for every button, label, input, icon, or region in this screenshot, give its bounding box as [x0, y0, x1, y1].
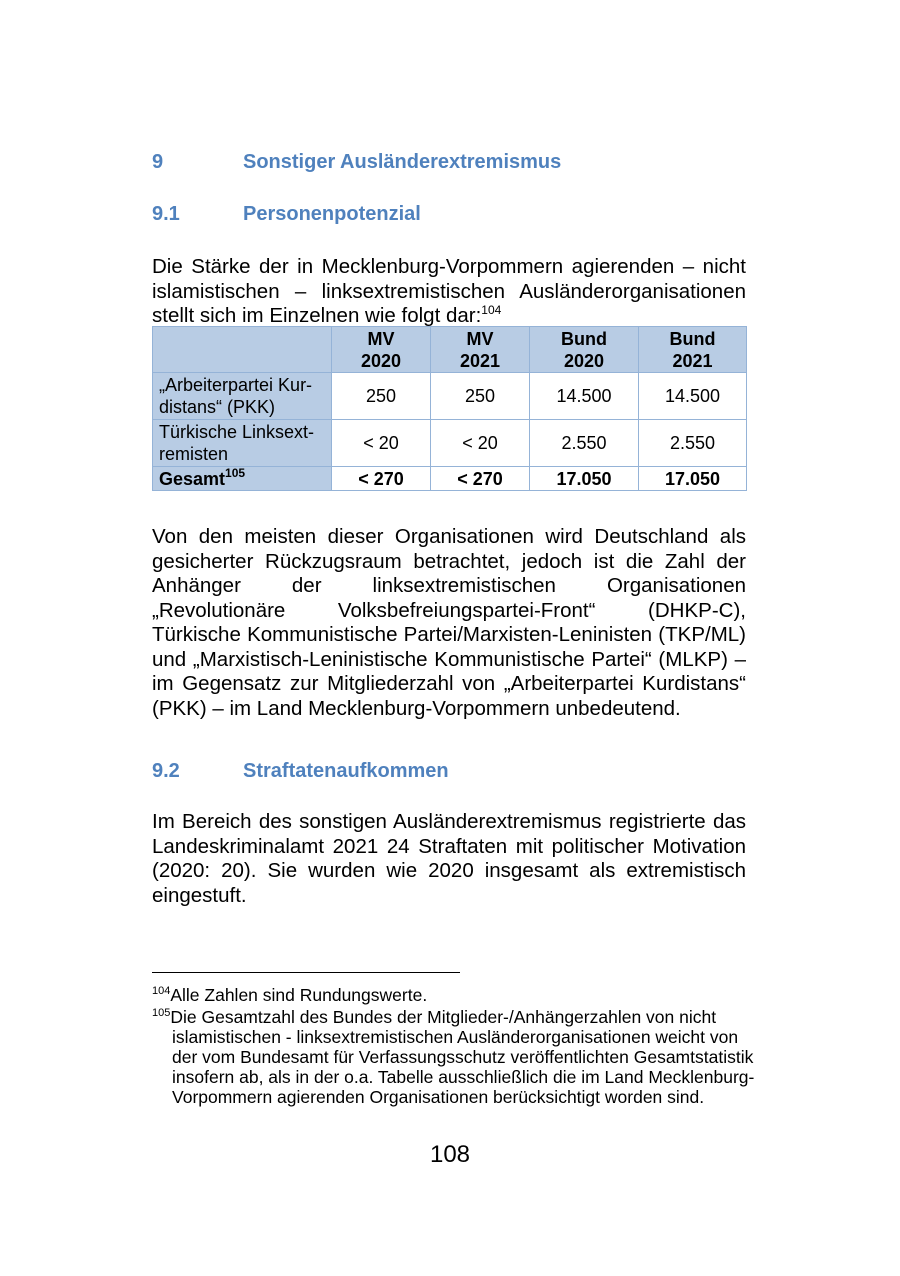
table-cell: 2.550 [530, 420, 639, 467]
total-cell: 17.050 [639, 467, 747, 491]
total-label: Gesamt$^{105}$ [153, 467, 332, 491]
footnote-text: Die Gesamtzahl des Bundes der Mitglieder-/Anhängerzahlen von nicht islamistischen - linksextremistischen Ausländerorganisationen weicht von der vom Bundesamt für Verfassungsschutz veröffentlichten Gesamtstatistik insofern ab, als in der o.a. Tabelle ausschließlich die im Land Mecklenburg-Vorpommern agierenden Organisationen berücksichtigt worden sind. [170, 1007, 755, 1107]
footnote-105 [152, 1007, 766, 1107]
table-cell: < 20 [431, 420, 530, 467]
table-corner-cell [153, 327, 332, 373]
section-number: 9.2 [152, 760, 180, 782]
column-header: Bund 2021 [639, 327, 747, 373]
column-header: MV 2020 [332, 327, 431, 373]
footnote-ref-104: 104 [481, 303, 502, 317]
page-number: 108 [429, 1141, 471, 1168]
intro-text: Die Stärke der in Mecklenburg-Vorpommern agierenden – nicht islamistischen – linksextremistischen Ausländerorganisationen stellt sich im Einzelnen wie folgt dar: [152, 255, 746, 327]
section-number: 9 [152, 151, 164, 173]
footnote-number: 105 [152, 1007, 171, 1019]
body-paragraph-organisations: Von den meisten dieser Organisationen wird Deutschland als gesicherter Rückzugsraum betrachtet, jedoch ist die Zahl der Anhänger der linksextremistischen Organisationen „Revolutionäre Volksbefreiungspartei-Front“ (DHKP-C), Türkische Kommunistische Partei/Marxisten-Leninisten (TKP/ML) und „Marxistisch-Leninistische Kommunistische Partei“ (MLKP) – im Gegensatz zur Mitgliederzahl von „Arbeiterpartei Kurdistans“ (PKK) – im Land Mecklenburg-Vorpommern unbedeutend. [152, 525, 746, 720]
footnote-text: Alle Zahlen sind Rundungswerte. [170, 985, 428, 1005]
footnote-divider [152, 972, 460, 973]
section-title: Straftatenaufkommen [243, 760, 449, 782]
section-title: Personenpotenzial [243, 203, 421, 225]
table-cell: 14.500 [639, 373, 747, 420]
column-header: Bund 2020 [530, 327, 639, 373]
row-label: „Arbeiterpartei Kur-distans“ (PKK) [153, 373, 332, 420]
table-cell: 250 [332, 373, 431, 420]
table-cell: 250 [431, 373, 530, 420]
footnote-number: 104 [152, 985, 171, 997]
section-number: 9.1 [152, 203, 180, 225]
section-title: Sonstiger Ausländerextremismus [243, 151, 562, 173]
total-cell: < 270 [431, 467, 530, 491]
personenpotenzial-table [152, 326, 747, 491]
table-cell: 2.550 [639, 420, 747, 467]
row-label: Türkische Linksext-remisten [153, 420, 332, 467]
footnote-ref-105: 105 [225, 465, 246, 480]
intro-paragraph [152, 255, 746, 329]
column-header: MV 2021 [431, 327, 530, 373]
body-paragraph-straftaten: Im Bereich des sonstigen Ausländerextremismus registrierte das Landeskriminalamt 2021 24 Straftaten mit politischer Motivation (2020: 20). Sie wurden wie 2020 insgesamt als extremistisch eingestuft. [152, 810, 746, 907]
total-cell: < 270 [332, 467, 431, 491]
table-cell: < 20 [332, 420, 431, 467]
table-header-row [153, 327, 747, 373]
footnote-104 [152, 985, 746, 1005]
table-total-row [153, 467, 747, 491]
total-cell: 17.050 [530, 467, 639, 491]
table-row [153, 420, 747, 467]
table-cell: 14.500 [530, 373, 639, 420]
table-row [153, 373, 747, 420]
